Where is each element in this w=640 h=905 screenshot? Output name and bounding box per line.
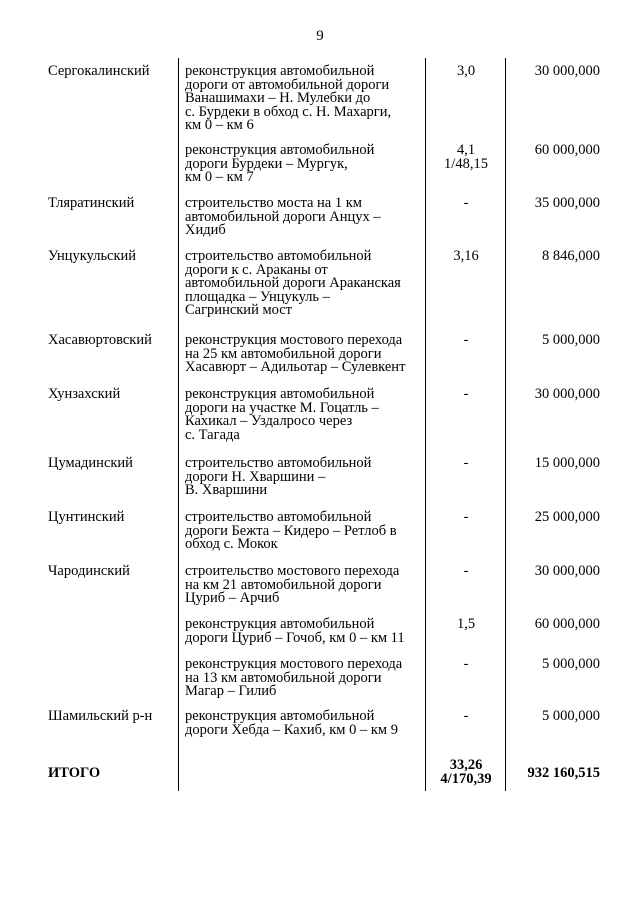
amount-value: 60 000,000 [534, 616, 600, 632]
length-value: - [463, 563, 469, 579]
amount-value: 15 000,000 [534, 455, 600, 471]
work-description: строительство моста на 1 км автомобильной дороги Анцух – Хидиб [185, 195, 381, 238]
work-description: реконструкция автомобильной дороги на участке М. Гоцатль – Кахикал – Уздалросо через с. Тагада [185, 386, 379, 443]
work-description: строительство автомобильной дороги Н. Хваршини – В. Хваршини [185, 455, 372, 498]
region-name: Унцукульский [48, 248, 137, 264]
region-name: Шамильский р-н [48, 708, 153, 724]
work-description: реконструкция автомобильной дороги Хебда – Кахиб, км 0 – км 9 [185, 708, 398, 738]
amount-value: 5 000,000 [542, 708, 600, 724]
length-value: - [463, 656, 469, 672]
total-amount: 932 160,515 [527, 765, 600, 781]
work-description: реконструкция мостового перехода на 13 км автомобильной дороги Магар – Гилиб [185, 656, 403, 699]
amount-value: 60 000,000 [534, 142, 600, 158]
work-description: реконструкция мостового перехода на 25 км автомобильной дороги Хасавюрт – Адильотар – Сулевкент [185, 332, 406, 375]
work-description: строительство мостового перехода на км 21 автомобильной дороги Цуриб – Арчиб [185, 563, 400, 606]
amount-value: 35 000,000 [534, 195, 600, 211]
length-value: - [463, 708, 469, 724]
length-value: 1,5 [456, 616, 476, 632]
length-value: - [463, 332, 469, 348]
region-name: Чародинский [48, 563, 130, 579]
amount-value: 30 000,000 [534, 563, 600, 579]
amount-value: 5 000,000 [542, 656, 600, 672]
amount-value: 30 000,000 [534, 63, 600, 79]
total-length: 33,26 4/170,39 [440, 757, 492, 787]
total-label: ИТОГО [48, 765, 101, 781]
region-name: Тляратинский [48, 195, 135, 211]
work-description: реконструкция автомобильной дороги Цуриб – Гочоб, км 0 – км 11 [185, 616, 405, 646]
amount-value: 5 000,000 [542, 332, 600, 348]
page-number: 9 [316, 28, 324, 44]
length-value: - [463, 509, 469, 525]
column-divider [178, 58, 179, 791]
length-value: - [463, 386, 469, 402]
length-value: 4,1 1/48,15 [444, 142, 488, 172]
work-description: реконструкция автомобильной дороги Бурдеки – Мургук, км 0 – км 7 [185, 142, 375, 185]
region-name: Сергокалинский [48, 63, 150, 79]
amount-value: 30 000,000 [534, 386, 600, 402]
region-name: Хунзахский [48, 386, 121, 402]
amount-value: 8 846,000 [542, 248, 600, 264]
region-name: Цунтинский [48, 509, 125, 525]
work-description: строительство автомобильной дороги к с. Араканы от автомобильной дороги Араканская площадка – Унцукуль – Сагринский мост [185, 248, 401, 318]
region-name: Цумадинский [48, 455, 133, 471]
work-description: строительство автомобильной дороги Бежта – Кидеро – Ретлоб в обход с. Мокок [185, 509, 397, 552]
length-value: 3,16 [453, 248, 479, 264]
length-value: - [463, 195, 469, 211]
region-name: Хасавюртовский [48, 332, 152, 348]
amount-value: 25 000,000 [534, 509, 600, 525]
work-description: реконструкция автомобильной дороги от автомобильной дороги Ванашимахи – Н. Мулебки до с. Бурдеки в обход с. Н. Махарги, км 0 – км 6 [185, 63, 392, 133]
length-value: 3,0 [456, 63, 476, 79]
length-value: - [463, 455, 469, 471]
